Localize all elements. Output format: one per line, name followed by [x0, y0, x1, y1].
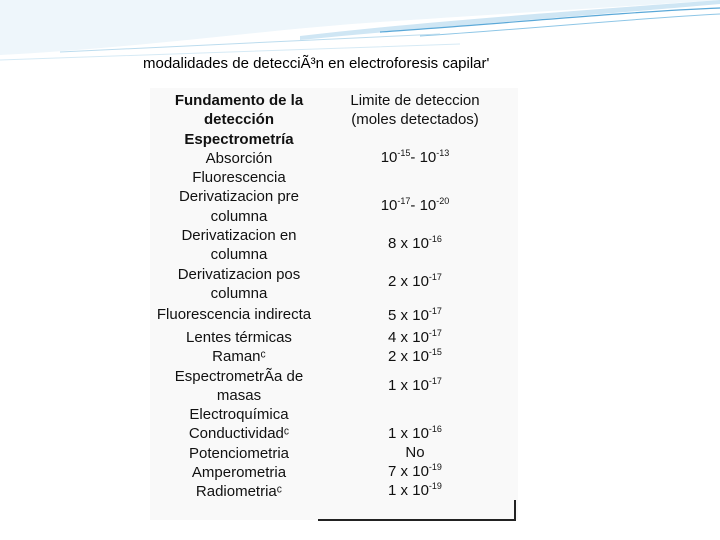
method-label-indirect: Fluorescencia indirecta — [156, 306, 312, 323]
header-left-line: detección — [203, 111, 275, 129]
limit-value: 8 x $10^{-16}$ — [388, 234, 442, 252]
method-label: Derivatizacion pre — [178, 188, 300, 206]
limit-value: 1 x $10^{-17}$ — [388, 376, 442, 394]
limit-value: $10^{-17}-$ $10^{-20}$ — [380, 196, 450, 214]
limit-value: 7 x $10^{-19}$ — [388, 462, 442, 480]
bracket-line-vertical — [514, 500, 516, 520]
method-label: Lentes térmicas — [186, 329, 292, 346]
left-column — [148, 91, 330, 303]
left-column-bottom — [148, 328, 330, 502]
method-label: Absorción — [205, 149, 273, 167]
method-label: Derivatizacion pos — [177, 265, 301, 283]
header-right-line: (moles detectados) — [351, 111, 479, 129]
method-label: Derivatizacion en — [181, 227, 297, 245]
limit-value: No — [405, 444, 425, 461]
method-label: columna — [210, 207, 268, 225]
limit-value: 2 x $10^{-15}$ — [388, 347, 442, 365]
header-right-line: Limite de deteccion — [350, 92, 480, 109]
limit-value: 2 x $10^{-17}$ — [388, 272, 442, 290]
method-label: EspectrometrÃa de — [174, 367, 304, 385]
header-left-line: Espectrometría — [184, 130, 294, 148]
limit-value: 4 x $10^{-17}$ — [388, 328, 442, 346]
method-label: Ramanᶜ — [212, 348, 266, 366]
limit-value: 1 x $10^{-16}$ — [388, 424, 442, 442]
method-label: Electroquímica — [189, 406, 289, 424]
method-label: Potenciometria — [188, 444, 290, 462]
method-label: columna — [210, 284, 268, 302]
bracket-line-horizontal — [318, 519, 516, 521]
method-label: columna — [210, 246, 268, 264]
limit-value: 5 x $10^{-17}$ — [388, 306, 442, 324]
page-title: modalidades de detecciÃ³n en electroforesis capilar' — [143, 55, 490, 72]
right-column-header — [325, 91, 505, 130]
method-label: masas — [216, 386, 262, 404]
method-label: Fluorescencia — [192, 169, 286, 187]
limit-value: 1 x $10^{-19}$ — [388, 481, 442, 499]
method-label: Conductividadᶜ — [188, 425, 290, 443]
method-label: Amperometria — [191, 464, 287, 482]
method-label: Radiometriaᶜ — [195, 483, 283, 501]
limit-value: $10^{-15}-$ $10^{-13}$ — [380, 148, 450, 166]
header-left-line: Fundamento de la — [174, 92, 304, 109]
